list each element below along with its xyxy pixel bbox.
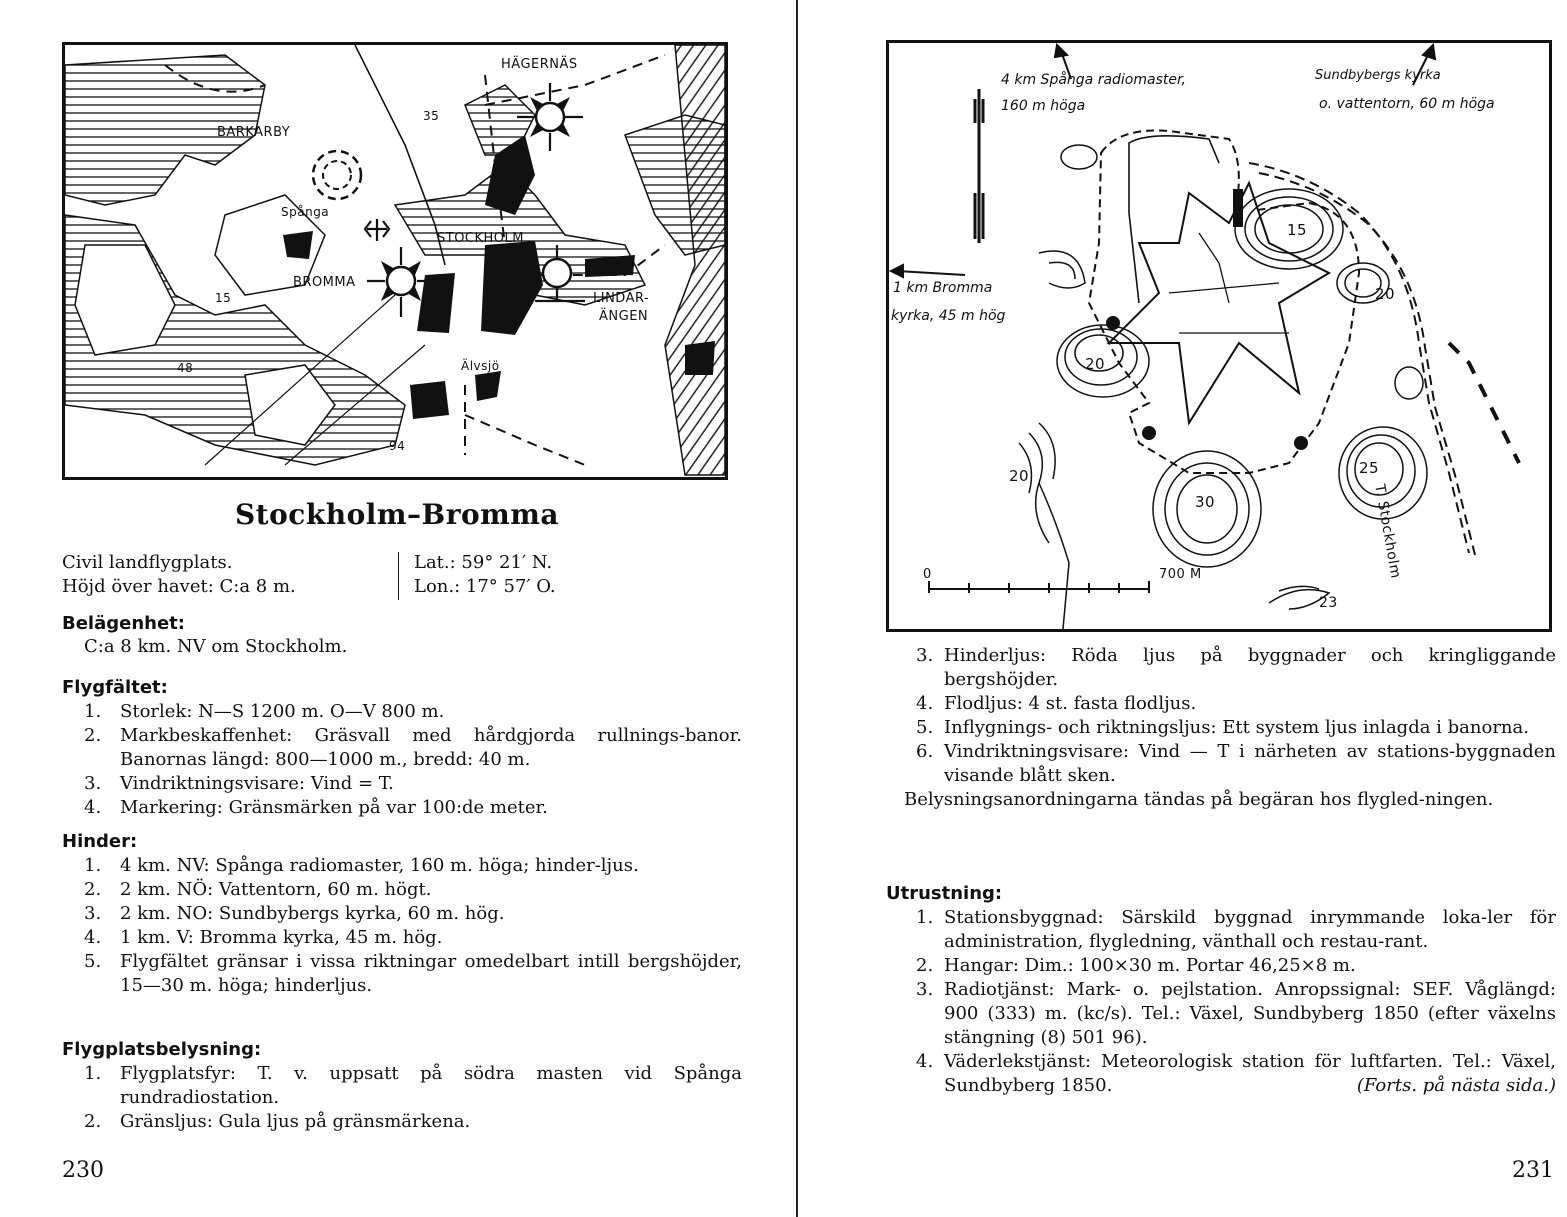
section-location: [62, 612, 742, 658]
airport-altitude: Höjd över havet: C:a 8 m.: [62, 576, 296, 597]
label-15: 15: [215, 291, 232, 305]
item-number: 4.: [916, 693, 934, 714]
label-barkarby: BARKARBY: [217, 125, 291, 140]
label-48: 48: [177, 361, 194, 375]
item-number: 5.: [84, 951, 102, 972]
page-number-left: 230: [62, 1158, 104, 1183]
location-text: C:a 8 km. NV om Stockholm.: [84, 636, 348, 657]
item-text: 2 km. NÖ: Vattentorn, 60 m. högt.: [120, 879, 432, 900]
list-item: [886, 740, 1556, 788]
obstacles-heading: Hinder:: [62, 831, 138, 852]
section-lighting-continued: [886, 644, 1556, 812]
list-item: [62, 950, 742, 998]
item-text: Vindriktningsvisare: Vind — T i närheten av stations-byggnaden visande blått sken.: [944, 741, 1556, 786]
list-item: [886, 692, 1556, 716]
note-bromma-line-2: kyrka, 45 m hög: [891, 308, 1006, 324]
info-divider: [398, 552, 399, 600]
section-obstacles: [62, 830, 742, 998]
item-text: Radiotjänst: Mark- o. pejlstation. Anropssignal: SEF. Våglängd: 900 (333) m. (kc/s). Tel.: Växel, Sundbyberg 1850 (efter växelns stängning (8) 501 96).: [944, 979, 1556, 1048]
lighting-list: [62, 1062, 742, 1134]
list-item: [62, 796, 742, 820]
item-text: Flygplatsfyr: T. v. uppsatt på södra masten vid Spånga rundradiostation.: [120, 1063, 742, 1108]
item-number: 3.: [84, 773, 102, 794]
note-sundbyberg-line-2: o. vattentorn, 60 m höga: [1319, 96, 1495, 112]
height-25: 25: [1359, 459, 1380, 477]
list-item: [62, 878, 742, 902]
airfield-map-drawing: [889, 43, 1549, 629]
item-text: Inflygnings- och riktningsljus: Ett system ljus inlagda i banorna.: [944, 717, 1529, 738]
airport-longitude: Lon.: 17° 57′ O.: [414, 576, 556, 597]
item-text: 1 km. V: Bromma kyrka, 45 m. hög.: [120, 927, 443, 948]
item-text: Väderlekstjänst: Meteorologisk station för luftfarten. Tel.: Växel, Sundbyberg 1850.: [944, 1051, 1556, 1096]
continued-note: (Forts. på nästa sida.): [1356, 1075, 1556, 1096]
section-field: [62, 676, 742, 820]
item-text: 4 km. NV: Spånga radiomaster, 160 m. höga; hinder-ljus.: [120, 855, 639, 876]
road-stockholm-label: T. Stockholm: [1371, 483, 1404, 580]
item-number: 2.: [84, 725, 102, 746]
item-text: Gränsljus: Gula ljus på gränsmärkena.: [120, 1111, 471, 1132]
item-number: 2.: [84, 1111, 102, 1132]
item-number: 4.: [84, 927, 102, 948]
list-item: [886, 954, 1556, 978]
height-20-west: 20: [1085, 355, 1106, 373]
note-spanga-line-2: 160 m höga: [1001, 98, 1086, 114]
location-heading: Belägenhet:: [62, 613, 185, 634]
right-page: [800, 0, 1567, 1217]
lighting-note: Belysningsanordningarna tändas på begäran hos flygled-ningen.: [904, 789, 1494, 810]
label-lindarangen-1: LINDAR-: [593, 291, 650, 306]
item-number: 4.: [84, 797, 102, 818]
item-number: 3.: [916, 979, 934, 1000]
item-number: 1.: [84, 855, 102, 876]
label-35: 35: [423, 109, 440, 123]
lighting-continued-list: [886, 644, 1556, 788]
list-item: [886, 644, 1556, 692]
label-stockholm: STOCKHOLM: [437, 231, 524, 246]
note-spanga-line-1: 4 km Spånga radiomaster,: [1001, 72, 1186, 88]
item-number: 1.: [84, 1063, 102, 1084]
field-heading: Flygfältet:: [62, 677, 168, 698]
height-20-south: 20: [1009, 467, 1030, 485]
item-number: 1.: [916, 907, 934, 928]
list-item: [886, 906, 1556, 954]
item-number: 3.: [916, 645, 934, 666]
item-text: Hinderljus: Röda ljus på byggnader och kringliggande bergshöjder.: [944, 645, 1556, 690]
item-text: Flygfältet gränsar i vissa riktningar omedelbart intill bergshöjder, 15—30 m. höga; hinderljus.: [120, 951, 742, 996]
note-sundbyberg-line-1: Sundbybergs kyrka: [1315, 68, 1441, 83]
item-number: 5.: [916, 717, 934, 738]
list-item: [62, 1062, 742, 1110]
list-item: [62, 700, 742, 724]
height-30: 30: [1195, 493, 1216, 511]
height-15: 15: [1287, 221, 1308, 239]
item-text: Storlek: N—S 1200 m. O—V 800 m.: [120, 701, 445, 722]
label-94: 94: [389, 439, 406, 453]
airport-type: Civil landflygplats.: [62, 552, 233, 573]
scale-zero: 0: [923, 567, 932, 582]
section-equipment: [886, 882, 1556, 1098]
airport-title: Stockholm–Bromma: [234, 498, 560, 531]
item-text: Markbeskaffenhet: Gräsvall med hårdgjorda rullnings-banor. Banornas längd: 800—1000 m., bredd: 40 m.: [120, 725, 742, 770]
item-text: Flodljus: 4 st. fasta flodljus.: [944, 693, 1197, 714]
list-item: [62, 772, 742, 796]
item-number: 4.: [916, 1051, 934, 1072]
item-text: 2 km. NO: Sundbybergs kyrka, 60 m. hög.: [120, 903, 505, 924]
equipment-list: [886, 906, 1556, 1098]
list-item: [886, 716, 1556, 740]
label-spanga: Spånga: [281, 205, 330, 219]
page-number-right: 231: [1512, 1158, 1554, 1183]
height-20-east: 20: [1375, 285, 1396, 303]
item-text: Hangar: Dim.: 100×30 m. Portar 46,25×8 m.: [944, 955, 1356, 976]
height-23: 23: [1319, 595, 1338, 611]
airfield-map: [886, 40, 1552, 632]
book-gutter: [796, 0, 798, 1217]
airport-latitude: Lat.: 59° 21′ N.: [414, 552, 553, 573]
item-text: Markering: Gränsmärken på var 100:de meter.: [120, 797, 548, 818]
equipment-heading: Utrustning:: [886, 883, 1003, 904]
list-item: [62, 854, 742, 878]
item-text: Stationsbyggnad: Särskild byggnad inrymmande loka-ler för administration, flygledning, vänthall och restau-rant.: [944, 907, 1556, 952]
field-list: [62, 700, 742, 820]
label-bromma: BROMMA: [293, 275, 356, 290]
list-item: [62, 1110, 742, 1134]
area-map-drawing: [65, 45, 725, 477]
obstacles-list: [62, 854, 742, 998]
item-number: 1.: [84, 701, 102, 722]
section-lighting: [62, 1038, 742, 1134]
item-number: 3.: [84, 903, 102, 924]
label-alvsjo: Älvsjö: [461, 359, 500, 373]
item-number: 2.: [916, 955, 934, 976]
label-hagernas: HÄGERNÄS: [501, 57, 578, 72]
list-item: [886, 1050, 1556, 1098]
label-lindarangen-2: ÄNGEN: [599, 309, 649, 324]
item-number: 6.: [916, 741, 934, 762]
note-bromma-line-1: 1 km Bromma: [893, 280, 993, 296]
list-item: [886, 978, 1556, 1050]
stockholm-area-map: [62, 42, 728, 480]
list-item: [62, 902, 742, 926]
item-text: Vindriktningsvisare: Vind = T.: [120, 773, 394, 794]
lighting-heading: Flygplatsbelysning:: [62, 1039, 262, 1060]
item-number: 2.: [84, 879, 102, 900]
list-item: [62, 926, 742, 950]
scale-700m: 700 M: [1159, 567, 1202, 582]
list-item: [62, 724, 742, 772]
